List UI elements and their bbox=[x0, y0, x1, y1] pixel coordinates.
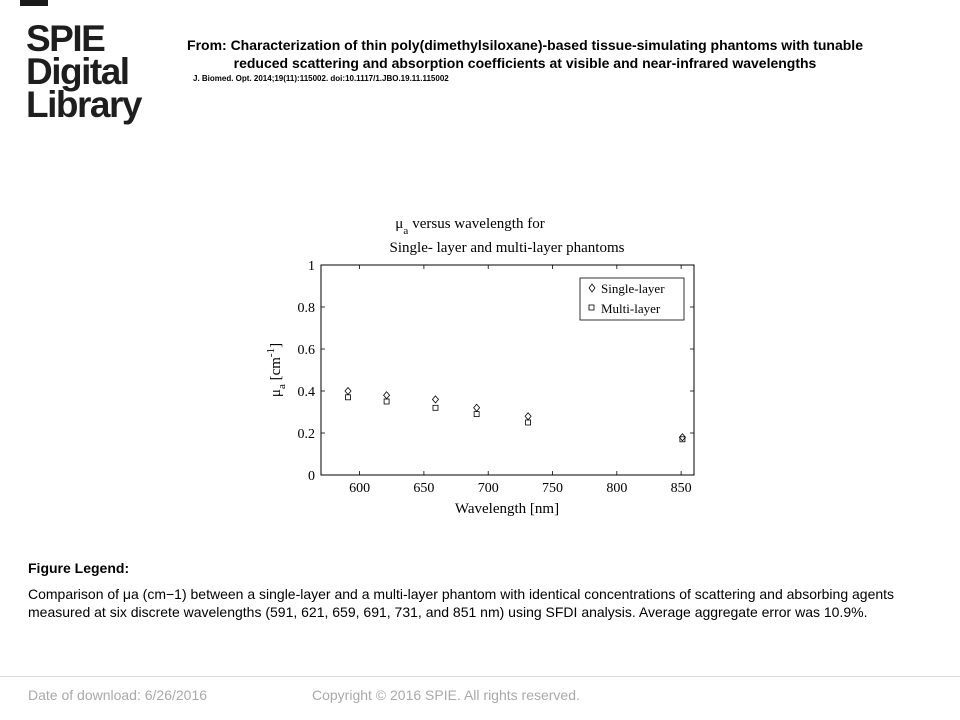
y-axis-label: $\mu_a$ $[cm^{-1}]$ bbox=[265, 342, 288, 398]
multi-layer-point bbox=[474, 412, 479, 417]
article-title: From: Characterization of thin poly(dimethylsiloxane)-based tissue-simulating phantoms with tunable reduced scattering and absorption coefficients at visible and near-infrared wavelengths bbox=[187, 37, 863, 71]
x-tick-label: 600 bbox=[349, 481, 371, 496]
multi-layer-point bbox=[384, 399, 389, 404]
single-layer-point bbox=[474, 404, 480, 411]
multi-layer-point bbox=[433, 405, 438, 410]
legend-label-multi-layer: Multi-layer bbox=[601, 301, 661, 316]
logo-line-2: Digital bbox=[26, 51, 129, 92]
figure-legend-heading: Figure Legend: bbox=[28, 560, 130, 576]
single-layer-point bbox=[384, 392, 390, 399]
x-axis-label: Wavelength [nm] bbox=[454, 501, 560, 517]
x-tick-label: 700 bbox=[477, 481, 499, 496]
logo-line-3: Library bbox=[26, 84, 141, 125]
x-tick-label: 750 bbox=[542, 481, 564, 496]
copyright-notice: Copyright © 2016 SPIE. All rights reserved. bbox=[312, 687, 580, 703]
x-tick-label: 650 bbox=[413, 481, 435, 496]
y-tick-label: 0.4 bbox=[297, 385, 315, 400]
legend-label-single-layer: Single-layer bbox=[601, 281, 665, 296]
spie-digital-library-logo[interactable] bbox=[26, 18, 156, 125]
multi-layer-point bbox=[526, 420, 531, 425]
x-tick-label: 800 bbox=[606, 481, 628, 496]
single-layer-point bbox=[345, 388, 351, 395]
absorption-chart bbox=[240, 205, 720, 525]
download-date: Date of download: 6/26/2016 bbox=[28, 687, 208, 703]
footer-divider bbox=[0, 676, 960, 677]
y-tick-label: 0.6 bbox=[297, 343, 315, 358]
chart-legend bbox=[580, 278, 684, 320]
single-layer-point bbox=[679, 434, 685, 441]
article-citation: J. Biomed. Opt. 2014;19(11):115002. doi:10.1117/1.JBO.19.11.115002 bbox=[193, 74, 449, 83]
x-tick-label: 850 bbox=[670, 481, 692, 496]
single-layer-point bbox=[525, 413, 531, 420]
chart-title-line-2: Single- layer and multi-layer phantoms bbox=[389, 240, 625, 256]
figure-legend-body: Comparison of μa (cm−1) between a single-layer and a multi-layer phantom with identical concentrations of scattering and absorbing agents measured at six discrete wavelengths (591, 621, 659, 691, 731, and 851 nm) using SFDI analysis. Average aggregate error was 10.9%. bbox=[28, 586, 895, 620]
y-tick-label: 1 bbox=[308, 259, 315, 274]
y-tick-label: 0.8 bbox=[297, 301, 315, 316]
data-markers bbox=[345, 388, 685, 442]
y-tick-label: 0.2 bbox=[297, 427, 315, 442]
corner-mark bbox=[20, 0, 48, 6]
y-tick-label: 0 bbox=[308, 469, 315, 484]
single-layer-point bbox=[432, 396, 438, 403]
chart-title-line-1: $\mu_a$ versus wavelength for bbox=[395, 216, 545, 237]
logo-line-1: SPIE bbox=[26, 18, 105, 59]
multi-layer-point bbox=[346, 395, 351, 400]
